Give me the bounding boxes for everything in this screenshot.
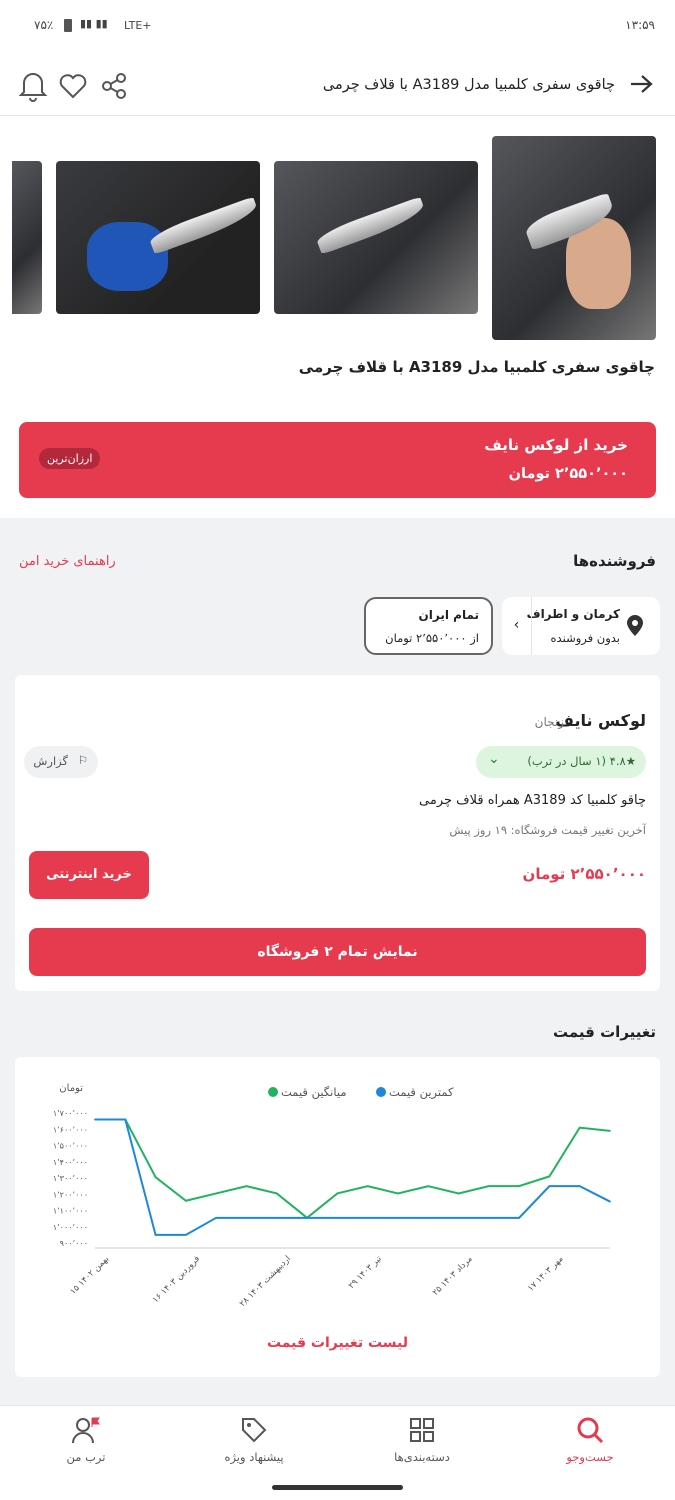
data-point xyxy=(458,1193,460,1195)
buy-box-price: ۲٬۵۵۰٬۰۰۰ تومان xyxy=(508,466,628,482)
battery-percent: ۷۵٪ xyxy=(34,18,54,32)
x-tick-label: ۱۵ بهمن ۱۴۰۲ xyxy=(68,1254,112,1297)
nav-label: پیشنهاد ویژه xyxy=(224,1450,284,1464)
buy-box-button[interactable] xyxy=(19,422,656,498)
show-all-stores-button[interactable]: نمایش تمام ۲ فروشگاه xyxy=(29,928,646,976)
data-point xyxy=(215,1217,217,1219)
chevron-left-icon: ‹ xyxy=(502,597,532,655)
all-iran-price: از ۲٬۵۵۰٬۰۰۰ تومان xyxy=(385,631,479,645)
data-point xyxy=(215,1193,217,1195)
y-tick-label: ۱٬۱۰۰٬۰۰۰ xyxy=(52,1206,88,1216)
data-point xyxy=(155,1234,157,1236)
y-tick-label: ۱٬۳۰۰٬۰۰۰ xyxy=(52,1174,88,1183)
data-point xyxy=(579,1185,581,1187)
search-icon xyxy=(576,1416,604,1444)
all-iran-filter[interactable] xyxy=(364,597,493,655)
data-point xyxy=(246,1217,248,1219)
network-type: LTE+ xyxy=(124,19,152,32)
product-title: چاقوی سفری کلمبیا مدل A3189 با قلاف چرمی xyxy=(298,358,655,376)
buy-box-label: خرید از لوکس نایف xyxy=(484,436,628,454)
offer-price: ۲٬۵۵۰٬۰۰۰ تومان xyxy=(522,865,646,883)
data-point xyxy=(306,1217,308,1219)
online-buy-button[interactable]: خرید اینترنتی xyxy=(29,851,149,899)
data-point xyxy=(427,1217,429,1219)
report-button[interactable] xyxy=(24,746,98,778)
y-tick-label: ۹۰۰٬۰۰۰ xyxy=(59,1239,88,1248)
last-price-change: آخرین تغییر قیمت فروشگاه: ۱۹ روز پیش xyxy=(449,823,646,837)
x-tick-label: ۱۷ مهر ۱۴۰۳ xyxy=(525,1254,566,1294)
share-icon[interactable] xyxy=(100,72,128,100)
product-image[interactable] xyxy=(12,161,42,314)
data-point xyxy=(488,1185,490,1187)
data-point xyxy=(367,1185,369,1187)
y-tick-label: ۱٬۴۰۰٬۰۰۰ xyxy=(52,1157,88,1167)
bell-icon[interactable] xyxy=(18,70,48,102)
data-point xyxy=(518,1217,520,1219)
chevron-down-icon: ⌄ xyxy=(488,751,500,767)
back-arrow-icon[interactable] xyxy=(629,74,653,94)
nav-label: ترب من xyxy=(66,1450,106,1464)
data-point xyxy=(549,1185,551,1187)
data-point xyxy=(397,1217,399,1219)
x-tick-label: ۲۵ مرداد ۱۴۰۳ xyxy=(430,1254,475,1298)
product-image[interactable] xyxy=(274,161,478,314)
y-axis-label: تومان xyxy=(59,1083,83,1094)
tag-icon xyxy=(240,1416,268,1444)
data-point xyxy=(185,1234,187,1236)
user-icon xyxy=(71,1416,101,1444)
data-point xyxy=(549,1176,551,1178)
data-point xyxy=(276,1217,278,1219)
data-point xyxy=(155,1176,157,1178)
data-point xyxy=(367,1217,369,1219)
location-sub: بدون فروشنده xyxy=(550,631,620,645)
data-point xyxy=(246,1185,248,1187)
x-tick-label: ۲۸ اردیبهشت ۱۴۰۳ xyxy=(237,1254,293,1310)
cheapest-badge: ارزان‌ترین xyxy=(39,448,100,469)
data-point xyxy=(185,1200,187,1202)
product-image[interactable] xyxy=(492,136,656,340)
product-image[interactable] xyxy=(56,161,260,314)
data-point xyxy=(276,1193,278,1195)
location-name: کرمان و اطراف xyxy=(526,607,620,621)
x-tick-label: ۱۶ فروردین ۱۴۰۳ xyxy=(150,1254,203,1306)
nav-my-torob[interactable] xyxy=(36,1416,136,1464)
gesture-bar[interactable] xyxy=(272,1485,403,1490)
data-point xyxy=(609,1130,611,1132)
battery-icon xyxy=(64,19,72,32)
location-selector[interactable] xyxy=(502,597,660,655)
report-label: گزارش xyxy=(33,754,68,768)
seller-card xyxy=(15,675,660,991)
data-point xyxy=(337,1217,339,1219)
y-tick-label: ۱٬۷۰۰٬۰۰۰ xyxy=(52,1109,88,1118)
flag-icon: ⚐ xyxy=(77,753,88,767)
data-point xyxy=(397,1193,399,1195)
data-point xyxy=(518,1185,520,1187)
seller-rating-badge[interactable] xyxy=(476,746,646,778)
legend-label: کمترین قیمت xyxy=(389,1085,454,1099)
data-point xyxy=(427,1185,429,1187)
y-tick-label: ۱٬۰۰۰٬۰۰۰ xyxy=(52,1222,88,1232)
safe-buy-guide-link[interactable]: راهنمای خرید امن xyxy=(19,554,116,569)
y-tick-label: ۱٬۶۰۰٬۰۰۰ xyxy=(52,1125,88,1135)
data-point xyxy=(458,1217,460,1219)
heart-icon[interactable] xyxy=(58,72,88,100)
header-title: چاقوی سفری کلمبیا مدل A3189 با قلاف چرمی xyxy=(322,77,615,93)
all-iran-name: تمام ایران xyxy=(418,608,479,622)
price-changes-heading: تغییرات قیمت xyxy=(553,1023,656,1041)
grid-icon xyxy=(408,1416,436,1444)
nav-label: جست‌وجو xyxy=(566,1450,614,1464)
data-point xyxy=(124,1119,126,1121)
price-list-link[interactable]: لیست تغییرات قیمت xyxy=(266,1335,409,1351)
series-line-minimum xyxy=(95,1120,610,1235)
nav-search[interactable] xyxy=(540,1416,640,1464)
seller-city: زنجان xyxy=(534,715,564,729)
location-pin-icon xyxy=(626,615,644,637)
sellers-heading: فروشنده‌ها xyxy=(573,552,656,570)
y-tick-label: ۱٬۵۰۰٬۰۰۰ xyxy=(52,1141,88,1151)
legend-marker xyxy=(268,1087,278,1097)
price-chart-card xyxy=(15,1057,660,1377)
legend-label: میانگین قیمت xyxy=(281,1085,347,1099)
signal-icon: ▮▮ ▮▮ xyxy=(80,17,108,30)
data-point xyxy=(579,1127,581,1129)
data-point xyxy=(337,1193,339,1195)
data-point xyxy=(94,1119,96,1121)
legend-marker xyxy=(376,1087,386,1097)
x-tick-label: ۲۹ تیر ۱۴۰۳ xyxy=(346,1254,384,1292)
top-app-bar xyxy=(0,50,675,116)
data-point xyxy=(488,1217,490,1219)
bottom-navigation xyxy=(0,1405,675,1500)
seller-name[interactable]: لوکس نایف xyxy=(555,711,646,730)
nav-categories[interactable] xyxy=(372,1416,472,1464)
price-chart xyxy=(15,1057,660,1337)
status-bar xyxy=(0,0,675,50)
nav-special-offer[interactable] xyxy=(204,1416,304,1464)
nav-label: دسته‌بندی‌ها xyxy=(394,1450,450,1464)
y-tick-label: ۱٬۲۰۰٬۰۰۰ xyxy=(52,1190,88,1200)
rating-text: ★۴.۸ (۱ سال در ترب) xyxy=(527,754,636,768)
offer-product-name: چاقو کلمبیا کد A3189 همراه قلاف چرمی xyxy=(419,793,646,808)
clock: ۱۳:۵۹ xyxy=(625,18,655,32)
data-point xyxy=(609,1201,611,1203)
